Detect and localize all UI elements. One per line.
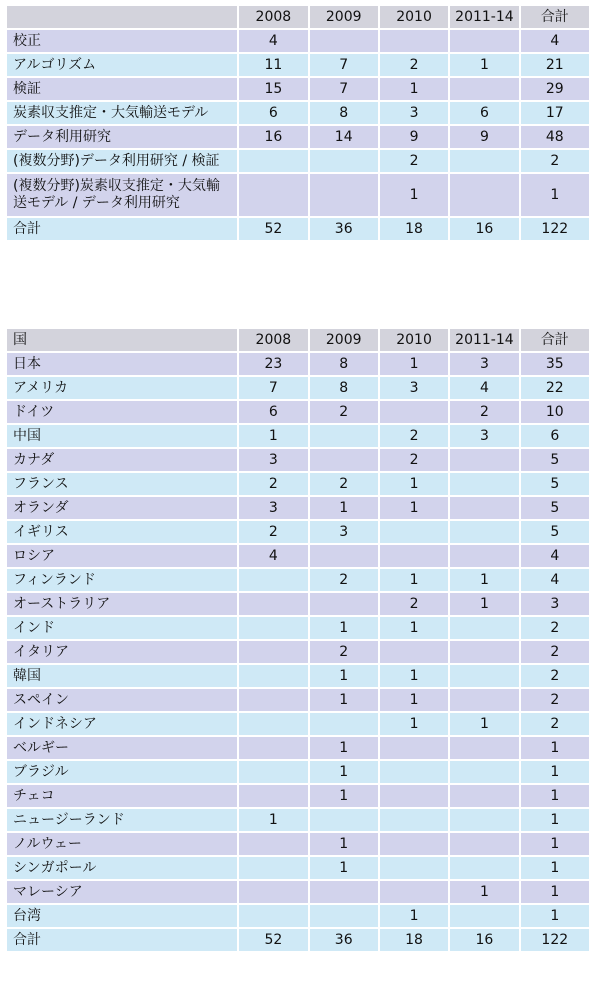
header-year-cell: 2011-14 xyxy=(450,329,518,351)
value-cell: 1 xyxy=(521,785,589,807)
header-year-cell: 2008 xyxy=(239,6,307,28)
value-cell: 1 xyxy=(450,54,518,76)
header-year-cell: 2010 xyxy=(380,329,448,351)
table-row xyxy=(7,521,589,543)
value-cell: 1 xyxy=(380,617,448,639)
value-cell: 2 xyxy=(380,54,448,76)
value-cell: 3 xyxy=(239,449,307,471)
header-row xyxy=(7,329,589,351)
value-cell: 1 xyxy=(380,497,448,519)
table-row xyxy=(7,737,589,759)
row-label-cell: チェコ xyxy=(7,785,237,807)
value-cell: 4 xyxy=(521,30,589,52)
value-cell xyxy=(380,785,448,807)
value-cell: 16 xyxy=(239,126,307,148)
value-cell xyxy=(239,713,307,735)
value-cell xyxy=(310,545,378,567)
row-label-cell: オランダ xyxy=(7,497,237,519)
value-cell xyxy=(239,617,307,639)
value-cell: 18 xyxy=(380,929,448,951)
value-cell: 36 xyxy=(310,929,378,951)
header-year-cell: 2009 xyxy=(310,6,378,28)
value-cell: 5 xyxy=(521,449,589,471)
value-cell: 2 xyxy=(521,641,589,663)
value-cell: 15 xyxy=(239,78,307,100)
value-cell: 7 xyxy=(239,377,307,399)
row-label-cell: ブラジル xyxy=(7,761,237,783)
value-cell: 2 xyxy=(380,150,448,172)
value-cell xyxy=(450,665,518,687)
value-cell xyxy=(380,641,448,663)
table-row xyxy=(7,174,589,216)
row-label-cell: イギリス xyxy=(7,521,237,543)
value-cell: 1 xyxy=(521,857,589,879)
value-cell: 36 xyxy=(310,218,378,240)
value-cell: 2 xyxy=(310,641,378,663)
row-label-cell: 韓国 xyxy=(7,665,237,687)
value-cell: 1 xyxy=(380,473,448,495)
value-cell xyxy=(450,905,518,927)
value-cell: 52 xyxy=(239,929,307,951)
value-cell: 2 xyxy=(450,401,518,423)
value-cell xyxy=(239,689,307,711)
table-row xyxy=(7,641,589,663)
value-cell xyxy=(450,785,518,807)
value-cell: 6 xyxy=(450,102,518,124)
value-cell: 11 xyxy=(239,54,307,76)
value-cell: 1 xyxy=(521,833,589,855)
value-cell xyxy=(239,761,307,783)
header-label-cell: 国 xyxy=(7,329,237,351)
row-label-cell: 中国 xyxy=(7,425,237,447)
row-label-cell: イタリア xyxy=(7,641,237,663)
table-row xyxy=(7,150,589,172)
table-row xyxy=(7,401,589,423)
value-cell xyxy=(450,857,518,879)
value-cell: 9 xyxy=(380,126,448,148)
row-label-cell: ニュージーランド xyxy=(7,809,237,831)
value-cell xyxy=(380,857,448,879)
row-label-cell: ドイツ xyxy=(7,401,237,423)
value-cell: 4 xyxy=(450,377,518,399)
header-year-cell: 2009 xyxy=(310,329,378,351)
value-cell xyxy=(239,174,307,216)
row-label-cell: (複数分野)炭素収支推定・大気輸送モデル / データ利用研究 xyxy=(7,174,237,216)
value-cell xyxy=(450,737,518,759)
value-cell: 3 xyxy=(310,521,378,543)
value-cell xyxy=(380,809,448,831)
value-cell xyxy=(239,857,307,879)
header-year-cell: 2011-14 xyxy=(450,6,518,28)
row-label-cell: 合計 xyxy=(7,218,237,240)
row-label-cell: 校正 xyxy=(7,30,237,52)
value-cell xyxy=(450,809,518,831)
table-row xyxy=(7,353,589,375)
value-cell xyxy=(450,449,518,471)
table-row xyxy=(7,857,589,879)
table-row xyxy=(7,497,589,519)
row-label-cell: インドネシア xyxy=(7,713,237,735)
row-label-cell: フランス xyxy=(7,473,237,495)
country-table xyxy=(5,327,591,953)
table-row xyxy=(7,665,589,687)
value-cell xyxy=(450,761,518,783)
value-cell: 22 xyxy=(521,377,589,399)
header-label-cell xyxy=(7,6,237,28)
value-cell: 8 xyxy=(310,353,378,375)
value-cell: 1 xyxy=(380,569,448,591)
value-cell: 1 xyxy=(310,665,378,687)
value-cell: 2 xyxy=(521,665,589,687)
value-cell: 3 xyxy=(521,593,589,615)
value-cell: 5 xyxy=(521,473,589,495)
row-label-cell: カナダ xyxy=(7,449,237,471)
row-label-cell: 日本 xyxy=(7,353,237,375)
value-cell xyxy=(239,593,307,615)
value-cell: 4 xyxy=(521,569,589,591)
value-cell xyxy=(239,833,307,855)
research-field-table xyxy=(5,4,591,242)
value-cell: 23 xyxy=(239,353,307,375)
value-cell xyxy=(239,905,307,927)
value-cell xyxy=(380,761,448,783)
value-cell xyxy=(450,641,518,663)
value-cell: 16 xyxy=(450,929,518,951)
value-cell: 5 xyxy=(521,521,589,543)
research-field-table-body xyxy=(7,6,589,240)
value-cell: 21 xyxy=(521,54,589,76)
value-cell xyxy=(380,833,448,855)
value-cell xyxy=(310,713,378,735)
value-cell: 1 xyxy=(310,737,378,759)
value-cell: 2 xyxy=(310,569,378,591)
table-row xyxy=(7,377,589,399)
value-cell: 4 xyxy=(239,545,307,567)
value-cell xyxy=(380,737,448,759)
total-row xyxy=(7,218,589,240)
value-cell: 7 xyxy=(310,54,378,76)
value-cell: 1 xyxy=(239,425,307,447)
value-cell: 1 xyxy=(310,689,378,711)
value-cell xyxy=(450,617,518,639)
row-label-cell: 合計 xyxy=(7,929,237,951)
value-cell: 2 xyxy=(521,150,589,172)
table-row xyxy=(7,569,589,591)
table-row xyxy=(7,473,589,495)
row-label-cell: 炭素収支推定・大気輸送モデル xyxy=(7,102,237,124)
table-row xyxy=(7,761,589,783)
table-row xyxy=(7,54,589,76)
value-cell: 48 xyxy=(521,126,589,148)
table-row xyxy=(7,617,589,639)
table-row xyxy=(7,449,589,471)
value-cell xyxy=(450,30,518,52)
table-row xyxy=(7,425,589,447)
value-cell xyxy=(239,665,307,687)
table-row xyxy=(7,102,589,124)
value-cell xyxy=(380,545,448,567)
value-cell xyxy=(310,174,378,216)
value-cell: 1 xyxy=(380,665,448,687)
value-cell xyxy=(450,689,518,711)
value-cell xyxy=(380,881,448,903)
value-cell: 14 xyxy=(310,126,378,148)
value-cell: 1 xyxy=(380,905,448,927)
value-cell: 1 xyxy=(310,785,378,807)
value-cell xyxy=(380,521,448,543)
value-cell: 1 xyxy=(380,174,448,216)
value-cell: 8 xyxy=(310,377,378,399)
value-cell: 4 xyxy=(239,30,307,52)
value-cell: 122 xyxy=(521,929,589,951)
value-cell: 1 xyxy=(521,881,589,903)
country-table-body xyxy=(7,329,589,951)
table-row xyxy=(7,881,589,903)
row-label-cell: 検証 xyxy=(7,78,237,100)
value-cell xyxy=(450,473,518,495)
row-label-cell: アルゴリズム xyxy=(7,54,237,76)
value-cell: 52 xyxy=(239,218,307,240)
value-cell: 2 xyxy=(521,617,589,639)
value-cell xyxy=(239,737,307,759)
header-row xyxy=(7,6,589,28)
value-cell: 4 xyxy=(521,545,589,567)
value-cell xyxy=(310,809,378,831)
row-label-cell: インド xyxy=(7,617,237,639)
row-label-cell: データ利用研究 xyxy=(7,126,237,148)
value-cell xyxy=(450,545,518,567)
value-cell: 18 xyxy=(380,218,448,240)
value-cell xyxy=(310,449,378,471)
value-cell: 2 xyxy=(521,689,589,711)
table-row xyxy=(7,713,589,735)
value-cell: 1 xyxy=(450,593,518,615)
row-label-cell: マレーシア xyxy=(7,881,237,903)
value-cell xyxy=(450,174,518,216)
value-cell: 1 xyxy=(310,761,378,783)
value-cell: 3 xyxy=(450,353,518,375)
value-cell xyxy=(450,150,518,172)
header-year-cell: 合計 xyxy=(521,329,589,351)
value-cell: 1 xyxy=(380,689,448,711)
value-cell: 2 xyxy=(239,521,307,543)
table-row xyxy=(7,30,589,52)
value-cell: 35 xyxy=(521,353,589,375)
value-cell: 2 xyxy=(521,713,589,735)
table-row xyxy=(7,593,589,615)
value-cell xyxy=(310,905,378,927)
value-cell: 1 xyxy=(310,833,378,855)
value-cell: 6 xyxy=(521,425,589,447)
value-cell xyxy=(450,497,518,519)
value-cell: 1 xyxy=(310,617,378,639)
value-cell: 1 xyxy=(310,497,378,519)
value-cell: 2 xyxy=(380,425,448,447)
value-cell: 1 xyxy=(450,713,518,735)
value-cell: 9 xyxy=(450,126,518,148)
row-label-cell: ロシア xyxy=(7,545,237,567)
table-row xyxy=(7,545,589,567)
value-cell: 5 xyxy=(521,497,589,519)
value-cell xyxy=(239,569,307,591)
value-cell xyxy=(450,78,518,100)
value-cell: 29 xyxy=(521,78,589,100)
value-cell: 1 xyxy=(521,809,589,831)
value-cell xyxy=(450,521,518,543)
value-cell: 6 xyxy=(239,401,307,423)
value-cell: 17 xyxy=(521,102,589,124)
value-cell: 1 xyxy=(380,353,448,375)
value-cell xyxy=(239,150,307,172)
header-year-cell: 2010 xyxy=(380,6,448,28)
value-cell: 1 xyxy=(521,737,589,759)
table-row xyxy=(7,785,589,807)
total-row xyxy=(7,929,589,951)
row-label-cell: シンガポール xyxy=(7,857,237,879)
value-cell: 2 xyxy=(380,593,448,615)
row-label-cell: ベルギー xyxy=(7,737,237,759)
value-cell xyxy=(310,593,378,615)
value-cell xyxy=(239,785,307,807)
value-cell xyxy=(310,30,378,52)
row-label-cell: フィンランド xyxy=(7,569,237,591)
value-cell: 1 xyxy=(521,905,589,927)
header-year-cell: 2008 xyxy=(239,329,307,351)
value-cell: 1 xyxy=(521,761,589,783)
row-label-cell: オーストラリア xyxy=(7,593,237,615)
value-cell: 3 xyxy=(450,425,518,447)
value-cell: 1 xyxy=(239,809,307,831)
value-cell: 16 xyxy=(450,218,518,240)
header-year-cell: 合計 xyxy=(521,6,589,28)
value-cell: 2 xyxy=(310,473,378,495)
value-cell: 6 xyxy=(239,102,307,124)
value-cell xyxy=(310,425,378,447)
value-cell xyxy=(310,881,378,903)
table-row xyxy=(7,126,589,148)
value-cell: 2 xyxy=(310,401,378,423)
value-cell xyxy=(380,401,448,423)
row-label-cell: アメリカ xyxy=(7,377,237,399)
table-row xyxy=(7,833,589,855)
value-cell xyxy=(450,833,518,855)
value-cell: 7 xyxy=(310,78,378,100)
value-cell: 1 xyxy=(310,857,378,879)
value-cell xyxy=(310,150,378,172)
value-cell: 3 xyxy=(239,497,307,519)
table-row xyxy=(7,78,589,100)
row-label-cell: 台湾 xyxy=(7,905,237,927)
row-label-cell: スペイン xyxy=(7,689,237,711)
value-cell xyxy=(380,30,448,52)
value-cell: 2 xyxy=(380,449,448,471)
table-row xyxy=(7,689,589,711)
value-cell: 1 xyxy=(450,881,518,903)
value-cell: 10 xyxy=(521,401,589,423)
value-cell: 3 xyxy=(380,377,448,399)
row-label-cell: ノルウェー xyxy=(7,833,237,855)
value-cell: 1 xyxy=(380,78,448,100)
table-row xyxy=(7,809,589,831)
value-cell: 2 xyxy=(239,473,307,495)
value-cell: 1 xyxy=(450,569,518,591)
table-row xyxy=(7,905,589,927)
value-cell: 122 xyxy=(521,218,589,240)
value-cell: 8 xyxy=(310,102,378,124)
value-cell xyxy=(239,641,307,663)
value-cell: 3 xyxy=(380,102,448,124)
value-cell xyxy=(239,881,307,903)
row-label-cell: (複数分野)データ利用研究 / 検証 xyxy=(7,150,237,172)
value-cell: 1 xyxy=(521,174,589,216)
value-cell: 1 xyxy=(380,713,448,735)
